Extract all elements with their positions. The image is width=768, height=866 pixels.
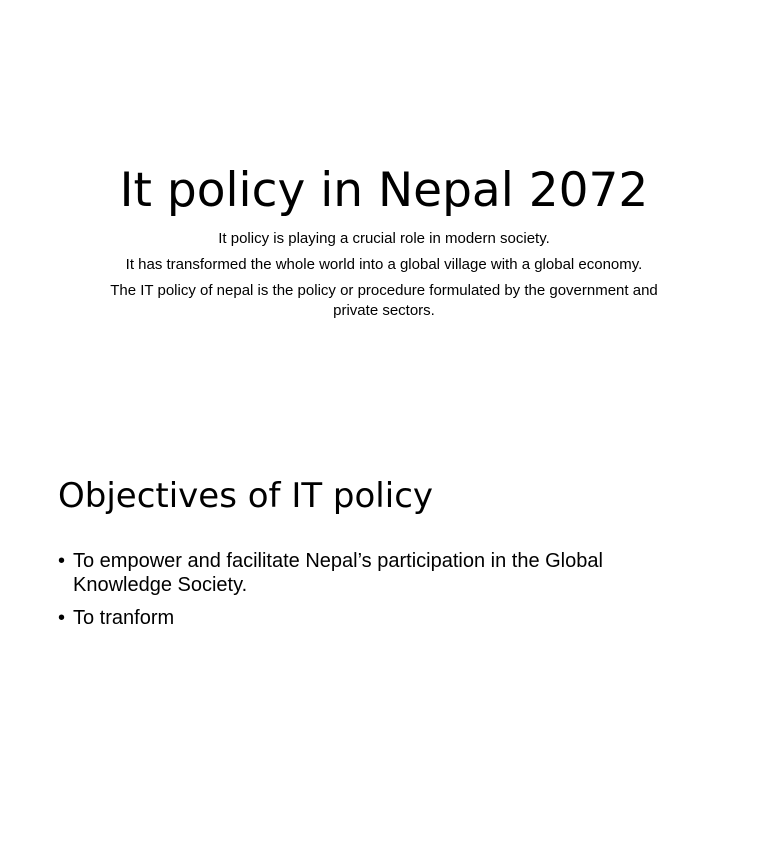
bullet-icon: • [58, 607, 66, 629]
list-item-text: To empower and facilitate Nepal’s participation in the Global Knowledge Society. [73, 550, 603, 596]
objectives-list [58, 549, 698, 639]
subtitle-line: The IT policy of nepal is the policy or procedure formulated by the government and private sectors. [110, 282, 658, 319]
subtitle-line: It has transformed the whole world into a global village with a global economy. [125, 256, 643, 273]
slide-title: It policy in Nepal 2072 [119, 163, 649, 218]
subtitle-line: It policy is playing a crucial role in modern society. [218, 230, 550, 247]
objectives-heading: Objectives of IT policy [58, 476, 434, 516]
list-item [58, 606, 698, 630]
subtitle-block [100, 229, 668, 327]
list-item-text: To tranform [73, 607, 175, 629]
bullet-icon: • [58, 550, 66, 572]
list-item [58, 549, 698, 597]
